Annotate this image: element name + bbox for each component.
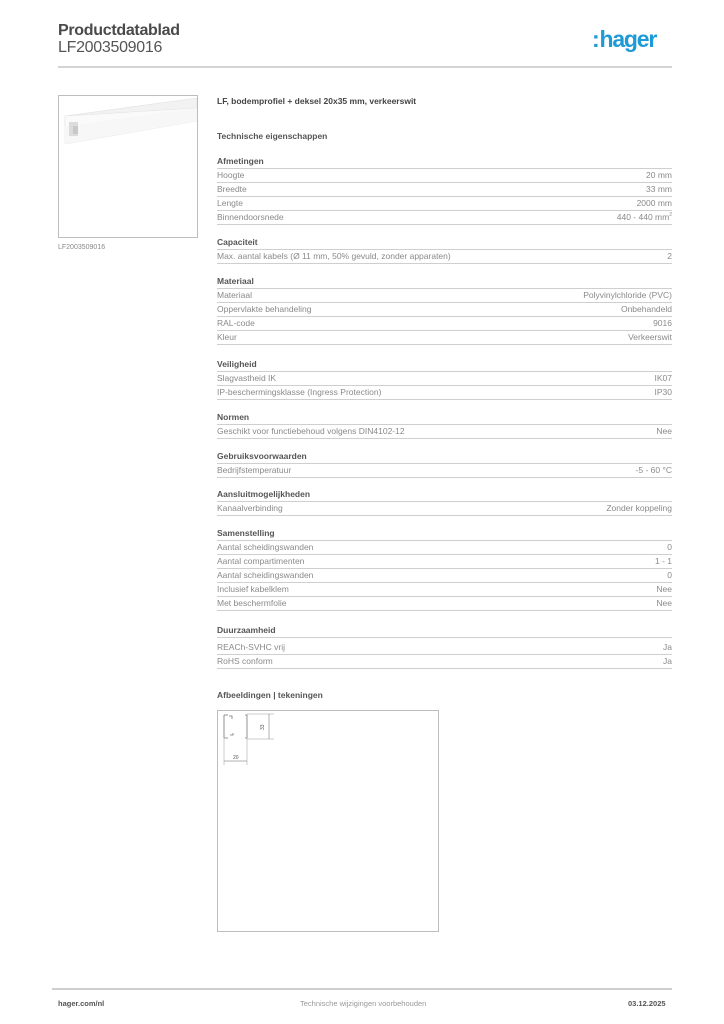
- table-row: [217, 597, 672, 611]
- row-value: Onbehandeld: [620, 304, 672, 314]
- row-label: Materiaal: [217, 290, 252, 300]
- table-row: [217, 289, 672, 303]
- footer-disclaimer: Technische wijzigingen voorbehouden: [300, 999, 427, 1008]
- table-row: [217, 331, 672, 345]
- logo-text: hager: [599, 26, 657, 52]
- row-value: 2: [667, 251, 672, 261]
- product-image-caption: LF2003509016: [58, 244, 106, 251]
- row-label: Max. aantal kabels (Ø 11 mm, 50% gevuld, zonder apparaten): [217, 251, 451, 261]
- product-image: [58, 95, 198, 238]
- footer-divider: [52, 988, 672, 990]
- table-row: [217, 555, 672, 569]
- drawing-width-label: 20: [233, 755, 239, 761]
- section-veiligheid: [217, 358, 672, 400]
- footer-date: 03.12.2025: [628, 999, 666, 1008]
- table-row: [217, 169, 672, 183]
- row-label: REACh-SVHC vrij: [217, 642, 286, 652]
- row-value: Nee: [656, 426, 672, 436]
- table-row: [217, 317, 672, 331]
- section-heading: Gebruiksvoorwaarden: [217, 450, 672, 464]
- table-row: [217, 569, 672, 583]
- row-label: RAL-code: [217, 318, 255, 328]
- section-heading: Veiligheid: [217, 358, 672, 372]
- row-value: Zonder koppeling: [606, 503, 672, 513]
- row-label: Kleur: [217, 332, 237, 342]
- row-value: 440 - 440 mm: [616, 212, 670, 222]
- section-heading: Duurzaamheid: [217, 624, 672, 638]
- table-row: [217, 386, 672, 400]
- row-value: Ja: [663, 656, 672, 666]
- section-aansluitmogelijkheden: [217, 488, 672, 516]
- row-value: 33 mm: [646, 184, 672, 194]
- drawing-height-label: 33: [260, 724, 266, 730]
- section-heading: Samenstelling: [217, 527, 672, 541]
- table-row: [217, 425, 672, 439]
- table-row: [217, 303, 672, 317]
- section-gebruiksvoorwaarden: [217, 450, 672, 478]
- section-capaciteit: [217, 236, 672, 264]
- drawings-heading: Afbeeldingen | tekeningen: [217, 690, 323, 700]
- section-heading: Afmetingen: [217, 155, 672, 169]
- row-value-wrap: [617, 211, 672, 224]
- row-label: Aantal compartimenten: [217, 556, 305, 566]
- table-row: [217, 183, 672, 197]
- row-label: Bedrijfstemperatuur: [217, 465, 292, 475]
- section-materiaal: [217, 275, 672, 345]
- section-samenstelling: [217, 527, 672, 611]
- row-label: Aantal scheidingswanden: [217, 542, 314, 552]
- row-value: 1 - 1: [654, 556, 672, 566]
- section-heading: Materiaal: [217, 275, 672, 289]
- row-value: Nee: [656, 584, 672, 594]
- technical-drawing: [217, 710, 439, 932]
- row-value: 0: [667, 570, 672, 580]
- row-value: IK07: [654, 373, 672, 383]
- logo-colon: :: [592, 26, 599, 52]
- table-row: [217, 641, 672, 655]
- section-normen: [217, 411, 672, 439]
- row-label: Lengte: [217, 198, 243, 208]
- section-heading: Normen: [217, 411, 672, 425]
- technical-properties-heading: Technische eigenschappen: [217, 131, 328, 141]
- header-divider: [58, 66, 672, 68]
- row-value: 2000 mm: [636, 198, 672, 208]
- row-value: 0: [667, 542, 672, 552]
- row-label: Breedte: [217, 184, 247, 194]
- row-label: Aantal scheidingswanden: [217, 570, 314, 580]
- row-label: IP-beschermingsklasse (Ingress Protection): [217, 387, 382, 397]
- row-value: Nee: [656, 598, 672, 608]
- table-row: [217, 502, 672, 516]
- document-title: Productdatablad: [58, 22, 180, 39]
- row-label: Met beschermfolie: [217, 598, 287, 608]
- cable-duct-image-icon: [59, 96, 197, 237]
- row-label: Hoogte: [217, 170, 245, 180]
- table-row: [217, 197, 672, 211]
- footer-website-link[interactable]: hager.com/nl: [58, 999, 105, 1008]
- table-row: [217, 464, 672, 478]
- table-row: [217, 655, 672, 669]
- product-title: LF, bodemprofiel + deksel 20x35 mm, verkeerswit: [217, 96, 417, 106]
- table-row: [217, 211, 672, 225]
- superscript: 2: [669, 212, 672, 218]
- table-row: [217, 541, 672, 555]
- section-heading: Capaciteit: [217, 236, 672, 250]
- row-label: Inclusief kabelklem: [217, 584, 289, 594]
- row-label: Kanaalverbinding: [217, 503, 283, 513]
- table-row: [217, 583, 672, 597]
- row-value: Ja: [663, 642, 672, 652]
- row-value: 9016: [653, 318, 672, 328]
- row-label: Oppervlakte behandeling: [217, 304, 312, 314]
- row-label: RoHS conform: [217, 656, 273, 666]
- profile-drawing-icon: [218, 711, 438, 931]
- row-value: -5 - 60 °C: [635, 465, 672, 475]
- row-value: Verkeerswit: [628, 332, 672, 342]
- table-row: [217, 250, 672, 264]
- table-row: [217, 372, 672, 386]
- section-heading: Aansluitmogelijkheden: [217, 488, 672, 502]
- row-label: Slagvastheid IK: [217, 373, 277, 383]
- product-code: LF2003509016: [58, 39, 163, 56]
- row-label: Geschikt voor functiebehoud volgens DIN4102-12: [217, 426, 405, 436]
- section-duurzaamheid: [217, 624, 672, 669]
- row-value: 20 mm: [646, 170, 672, 180]
- section-afmetingen: [217, 155, 672, 225]
- hager-logo: [592, 26, 656, 53]
- row-value: Polyvinylchloride (PVC): [583, 290, 672, 300]
- row-value: IP30: [654, 387, 672, 397]
- row-label: Binnendoorsnede: [217, 212, 284, 222]
